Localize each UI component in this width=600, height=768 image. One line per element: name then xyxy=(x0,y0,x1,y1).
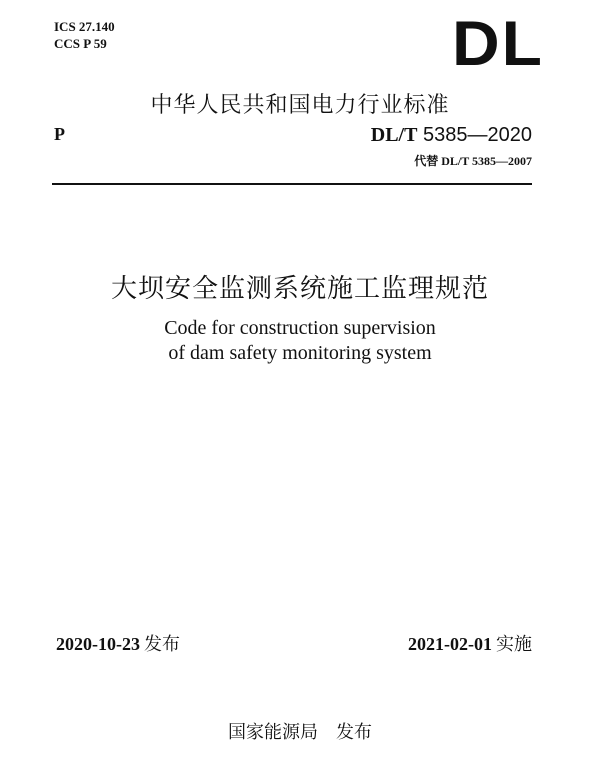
standard-prefix: DL/T xyxy=(370,124,418,146)
ccs-code: CCS P 59 xyxy=(54,36,107,51)
issue-date-value: 2020-10-23 xyxy=(56,634,140,654)
dl-logo: DL xyxy=(452,7,544,79)
issue-date xyxy=(56,630,180,656)
standard-number: 5385—2020 xyxy=(423,124,532,146)
replaces-note: 代替 DL/T 5385—2007 xyxy=(414,154,532,168)
publisher-name: 国家能源局 xyxy=(228,722,318,743)
header-divider xyxy=(52,183,532,185)
implementation-date xyxy=(408,630,532,656)
title-chinese: 大坝安全监测系统施工监理规范 xyxy=(110,274,489,304)
title-english-line1: Code for construction supervision xyxy=(164,317,436,339)
category-letter: P xyxy=(54,124,65,144)
title-english xyxy=(0,316,600,366)
implement-label: 实施 xyxy=(496,634,532,655)
implement-date-value: 2021-02-01 xyxy=(408,634,492,654)
ics-code: ICS 27.140 xyxy=(54,19,115,34)
standard-code xyxy=(371,124,532,147)
publisher-action: 发布 xyxy=(336,722,372,743)
organization-title: 中华人民共和国电力行业标准 xyxy=(150,93,450,118)
title-english-line2: of dam safety monitoring system xyxy=(168,342,432,364)
publisher xyxy=(0,718,600,744)
issue-label: 发布 xyxy=(144,634,180,655)
classification-codes xyxy=(54,18,115,52)
